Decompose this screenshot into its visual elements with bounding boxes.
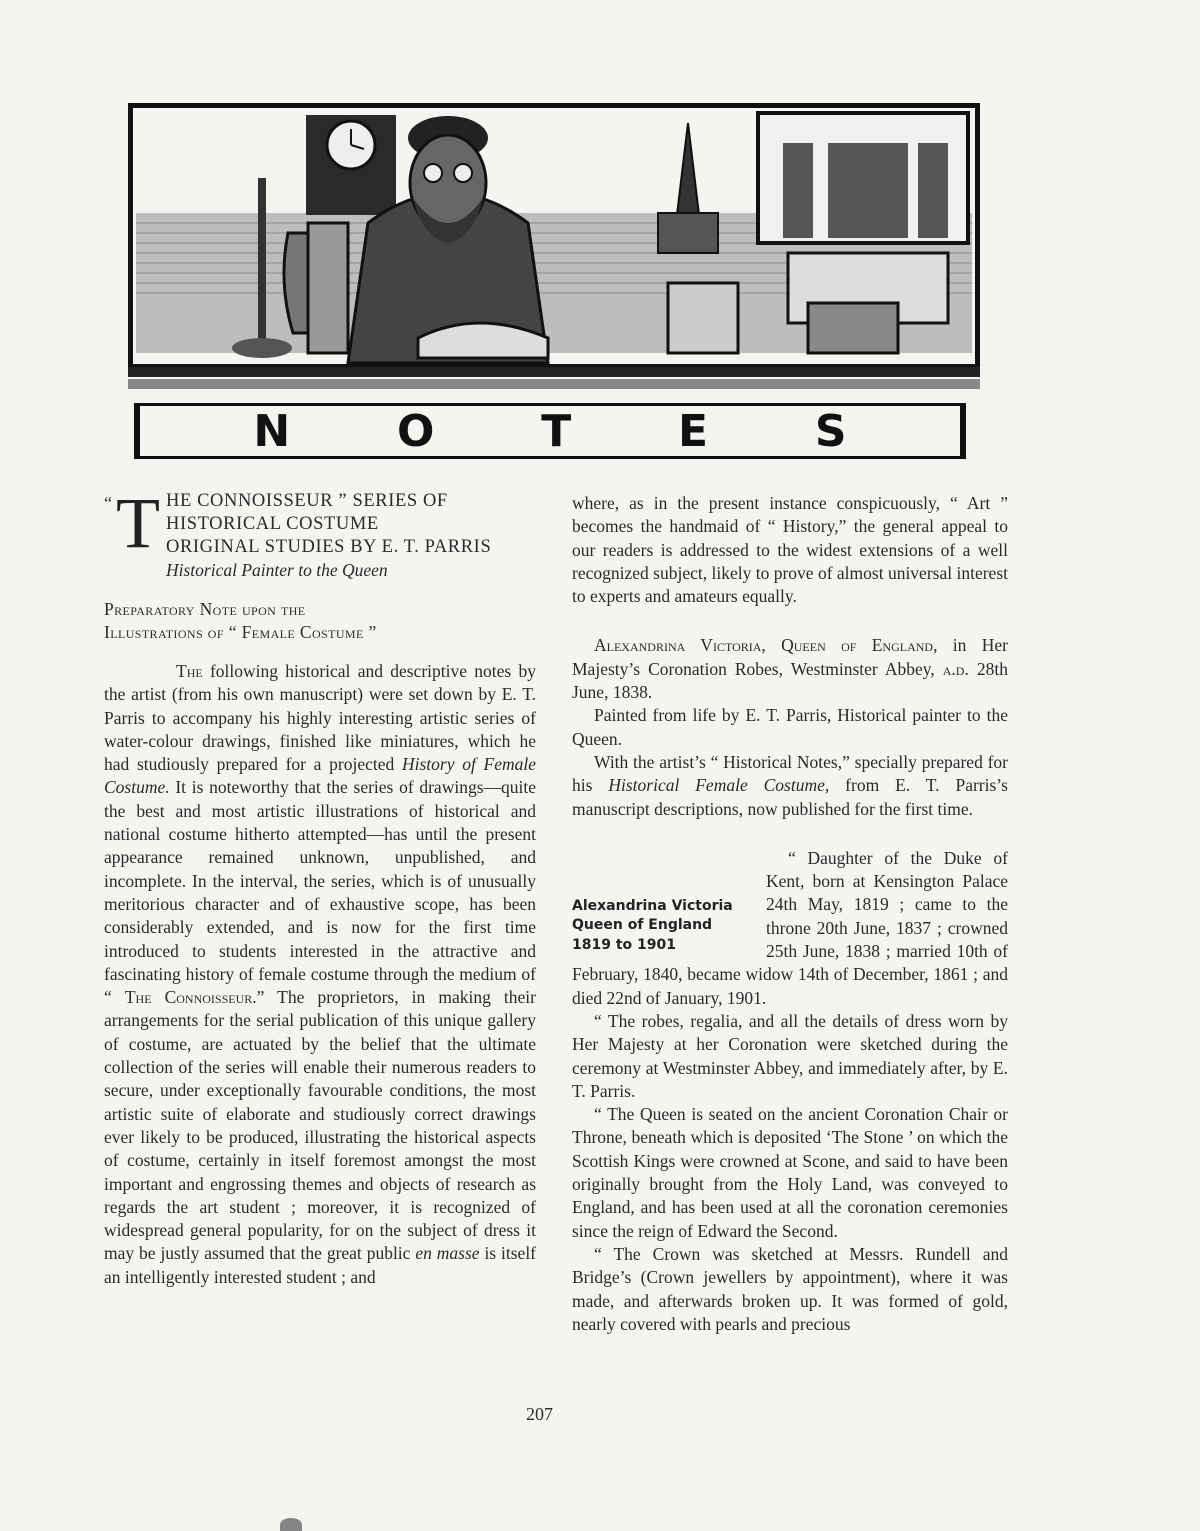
body-paragraph: “ The robes, regalia, and all the details of dress worn by Her Majesty at her Coronation were sketched during the ceremony at Westminster Abbey, and immediately after, by E. T. Parris. [572, 1010, 1008, 1101]
title-line: ORIGINAL STUDIES BY E. T. PARRIS [166, 537, 492, 557]
body-paragraph: where, as in the present instance conspicuously, “ Art ” becomes the handmaid of “ History,” the general appeal to our readers is addressed to the widest extensions of a well recognized subject, likely to prove of almost universal interest to experts and amateurs equally. [572, 493, 1008, 607]
side-caption-line: 1819 to 1901 [572, 936, 676, 953]
biography-block [572, 847, 1008, 1010]
right-column [572, 492, 1008, 1336]
header-illustration [128, 103, 980, 393]
body-paragraph [104, 660, 536, 1289]
text-run: in Her Majesty’s Coronation Robes, Westminster Abbey, [572, 635, 1008, 679]
notes-banner [134, 403, 966, 459]
banner-letter: E [678, 405, 709, 457]
text-run: is itself an intelligently interested student ; and [104, 1243, 537, 1287]
banner-letter: T [541, 405, 572, 457]
subject-heading [572, 634, 1008, 704]
title-line: HE CONNOISSEUR ” SERIES OF [166, 491, 448, 511]
magazine-name: The Connoisseur. [124, 987, 257, 1008]
prefatory-line: Preparatory Note upon the [104, 599, 306, 619]
text-run: from E. T. Parris’s manuscript descriptions, now published for the first time. [572, 775, 1008, 819]
italic-title: History of Female Costume. [104, 754, 536, 798]
side-caption-line: Alexandrina Victoria [572, 897, 733, 914]
body-paragraph: Painted from life by E. T. Parris, Historical painter to the Queen. [572, 705, 1008, 749]
prefatory-heading [104, 598, 536, 644]
body-paragraph: “ Daughter of the Duke of Kent, born at Kensington Palace 24th May, 1819 ; came to the throne 20th June, 1837 ; crowned 25th June, 1838 ; married 10th of February, 1840, became widow 14th of December, 1861 ; and died 22nd of January, 1901. [572, 847, 1008, 1008]
text-run: With the artist’s “ Historical Notes,” specially prepared for his [572, 751, 1008, 796]
side-caption [572, 897, 752, 956]
title-subtitle: Historical Painter to the Queen [166, 560, 388, 580]
lead-word: The [176, 661, 203, 681]
text-run: It is noteworthy that the series of drawings—quite the best and most artistic illustrations of historical and national costume hitherto attempted—has until the present appearance remained unknown, unpublished, and incomplete. In the interval, the series, which is of unusually meritorious character and of exhaustive scope, has been considerably extended, and is now for the first time introduced to students interested in the attractive and fascinating history of female costume through the medium of “ [104, 777, 536, 1008]
scholar-at-desk-image [128, 103, 980, 393]
italic-phrase: en masse [415, 1243, 480, 1264]
subject-name: Alexandrina Victoria, Queen of England, [594, 635, 938, 656]
drop-cap: T [116, 483, 160, 563]
italic-title: Historical Female Costume, [608, 775, 830, 796]
left-column [104, 483, 537, 1289]
title-line: HISTORICAL COSTUME [166, 514, 379, 534]
prefatory-line: Illustrations of “ Female Costume ” [104, 622, 377, 642]
text-run: following historical and descriptive notes by the artist (from his own manuscript) were set down by E. T. Parris to accompany his highly interesting artistic series of water-colour drawings, finished like miniatures, which he had studiously prepared for a projected [104, 661, 536, 775]
body-paragraph [572, 751, 1008, 821]
page-number: 207 [526, 1404, 553, 1424]
ink-blot [280, 1518, 302, 1531]
article-title [104, 483, 536, 584]
side-caption-line: Queen of England [572, 917, 713, 934]
banner-letter: O [397, 405, 435, 457]
banner-letter: S [814, 405, 847, 457]
text-run: 28th June, 1838. [572, 658, 1008, 703]
banner-letter: N [253, 405, 291, 457]
body-paragraph: “ The Queen is seated on the ancient Coronation Chair or Throne, beneath which is deposited ‘The Stone ’ on which the Scottish Kings were crowned at Scone, and said to have been originally brought from the Holy Land, was conveyed to England, and has been used at all the coronation ceremonies since the reign of Edward the Second. [572, 1104, 1008, 1241]
title-open-quote: “ [104, 493, 112, 513]
text-run: ” The proprietors, in making their arrangements for the serial publication of this unique gallery of costume, are actuated by the belief that the ultimate collection of the series will enable their numerous readers to secure, under exceptionally favourable conditions, the most artistic suite of elaborate and studiously correct drawings ever likely to be produced, illustrating the historical aspects of costume, certainly in itself foremost amongst the most important and engrossing themes and objects of research as regards the art student ; moreover, it is recognized of widespread general popularity, for on the subject of dress it may be justly assumed that the great public [104, 987, 536, 1264]
body-paragraph: “ The Crown was sketched at Messrs. Rundell and Bridge’s (Crown jewellers by appointment), where it was made, and afterwards broken up. It was formed of gold, nearly covered with pearls and precious [572, 1243, 1008, 1334]
era-abbrev: a.d. [942, 658, 969, 679]
